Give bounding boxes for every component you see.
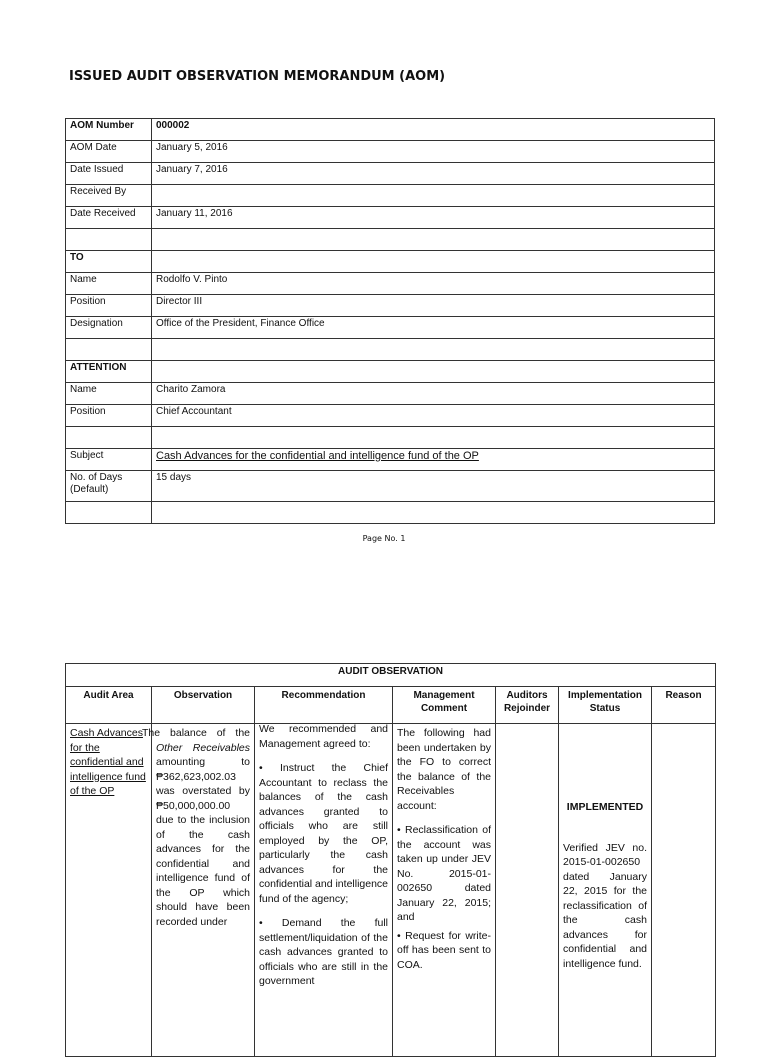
page-number: Page No. 1 bbox=[362, 534, 406, 543]
attention-name-label: Name bbox=[66, 383, 152, 405]
auditors-rejoinder-cell bbox=[496, 724, 559, 1057]
audit-area-cell bbox=[66, 724, 152, 1057]
audit-observation-table bbox=[65, 663, 716, 1057]
recommendation-item-text: Demand the full settlement/liquidation of the cash advances granted to officials who are still in the government bbox=[259, 917, 389, 987]
recommendation-item: • Demand the full settlement/liquidation of the cash advances granted to officials who are still in the government bbox=[259, 917, 389, 987]
days-label-line1: No. of Days bbox=[70, 472, 123, 483]
header-reason: Reason bbox=[652, 687, 716, 724]
recommendation-cell bbox=[255, 724, 393, 1057]
aom-date-label: AOM Date bbox=[66, 141, 152, 163]
attention-position-value: Chief Accountant bbox=[152, 405, 715, 427]
received-by-value bbox=[152, 185, 715, 207]
attention-label: ATTENTION bbox=[66, 361, 152, 383]
table-row bbox=[66, 207, 715, 229]
date-issued-value: January 7, 2016 bbox=[152, 163, 715, 185]
table-caption: AUDIT OBSERVATION bbox=[66, 664, 716, 687]
implementation-status-cell bbox=[559, 724, 652, 1057]
to-position-value: Director III bbox=[152, 295, 715, 317]
table-row-empty bbox=[66, 502, 715, 524]
header-implementation-status: Implementation Status bbox=[559, 687, 652, 724]
management-item-text: Request for write-off has been sent to COA. bbox=[397, 929, 491, 971]
recommendation-item-text: Instruct the Chief Accountant to reclass the balances of the cash advances granted to officials who are still employed by the OP, particularly the cash advances for the confidential and intelligence fund of the agency; bbox=[259, 762, 389, 905]
table-row bbox=[66, 724, 716, 1057]
page-title: ISSUED AUDIT OBSERVATION MEMORANDUM (AOM) bbox=[69, 69, 446, 84]
aom-info-table bbox=[65, 118, 715, 524]
to-designation-value: Office of the President, Finance Office bbox=[152, 317, 715, 339]
aom-date-value: January 5, 2016 bbox=[152, 141, 715, 163]
header-auditors-rejoinder: Auditors Rejoinder bbox=[496, 687, 559, 724]
table-row bbox=[66, 251, 715, 273]
audit-area-text: Cash Advances for the confidential and intelligence fund of the OP bbox=[70, 727, 146, 797]
header-management-comment: Management Comment bbox=[393, 687, 496, 724]
aom-number-value: 000002 bbox=[152, 119, 715, 141]
implementation-detail: Verified JEV no. 2015-01-002650 dated January 22, 2015 for the reclassification of the cash advances for confidential and intelligence fund. bbox=[563, 841, 647, 970]
observation-text-c: amounting to ₱362,623,002.03 was overstated by ₱50,000,000.00 due to the inclusion of the cash advances for the confidential and intelligence fund of the OP which should have been recorded under bbox=[156, 756, 250, 928]
header-audit-area: Audit Area bbox=[66, 687, 152, 724]
reason-cell bbox=[652, 724, 716, 1057]
table-header-row bbox=[66, 687, 716, 724]
table-row-empty bbox=[66, 427, 715, 449]
table-row bbox=[66, 273, 715, 295]
management-item-text: Reclassification of the account was taken up under JEV No. 2015-01-002650 dated January 22, 2015; and bbox=[397, 824, 491, 923]
observation-text-a: The balance of the bbox=[142, 727, 250, 739]
table-row bbox=[66, 295, 715, 317]
to-position-label: Position bbox=[66, 295, 152, 317]
table-row bbox=[66, 119, 715, 141]
header-recommendation: Recommendation bbox=[255, 687, 393, 724]
days-value: 15 days bbox=[152, 471, 715, 502]
table-row-empty bbox=[66, 339, 715, 361]
days-label bbox=[66, 471, 152, 502]
table-row bbox=[66, 383, 715, 405]
management-comment-cell bbox=[393, 724, 496, 1057]
recommendation-intro: We recommended and Management agreed to: bbox=[259, 723, 388, 750]
to-name-label: Name bbox=[66, 273, 152, 295]
aom-number-label: AOM Number bbox=[66, 119, 152, 141]
observation-italic-term: Other Receivables bbox=[156, 741, 250, 754]
table-row bbox=[66, 141, 715, 163]
to-label: TO bbox=[66, 251, 152, 273]
days-label-line2: (Default) bbox=[70, 484, 109, 495]
received-by-label: Received By bbox=[66, 185, 152, 207]
observation-cell bbox=[142, 724, 255, 1057]
table-row bbox=[66, 163, 715, 185]
table-row bbox=[66, 405, 715, 427]
subject-label: Subject bbox=[66, 449, 152, 471]
table-row bbox=[66, 185, 715, 207]
table-row bbox=[66, 449, 715, 471]
management-item: • Reclassification of the account was taken up under JEV No. 2015-01-002650 dated January 22, 2015; and bbox=[397, 824, 491, 923]
date-issued-label: Date Issued bbox=[66, 163, 152, 185]
table-row bbox=[66, 317, 715, 339]
recommendation-item: • Instruct the Chief Accountant to reclass the balances of the cash advances granted to officials who are still employed by the OP, particularly the cash advances for the confidential and intelligence fund of the agency; bbox=[259, 762, 389, 905]
management-item: • Request for write-off has been sent to COA. bbox=[397, 929, 491, 971]
to-designation-label: Designation bbox=[66, 317, 152, 339]
date-received-value: January 11, 2016 bbox=[152, 207, 715, 229]
management-intro: The following had been undertaken by the FO to correct the balance of the Receivables account: bbox=[397, 727, 491, 812]
to-name-value: Rodolfo V. Pinto bbox=[152, 273, 715, 295]
table-row bbox=[66, 471, 715, 502]
table-row bbox=[66, 361, 715, 383]
header-observation: Observation bbox=[152, 687, 255, 724]
date-received-label: Date Received bbox=[66, 207, 152, 229]
attention-name-value: Charito Zamora bbox=[152, 383, 715, 405]
table-row-empty bbox=[66, 229, 715, 251]
attention-position-label: Position bbox=[66, 405, 152, 427]
subject-value: Cash Advances for the confidential and intelligence fund of the OP bbox=[156, 450, 479, 462]
implementation-status-badge: IMPLEMENTED bbox=[566, 801, 644, 813]
